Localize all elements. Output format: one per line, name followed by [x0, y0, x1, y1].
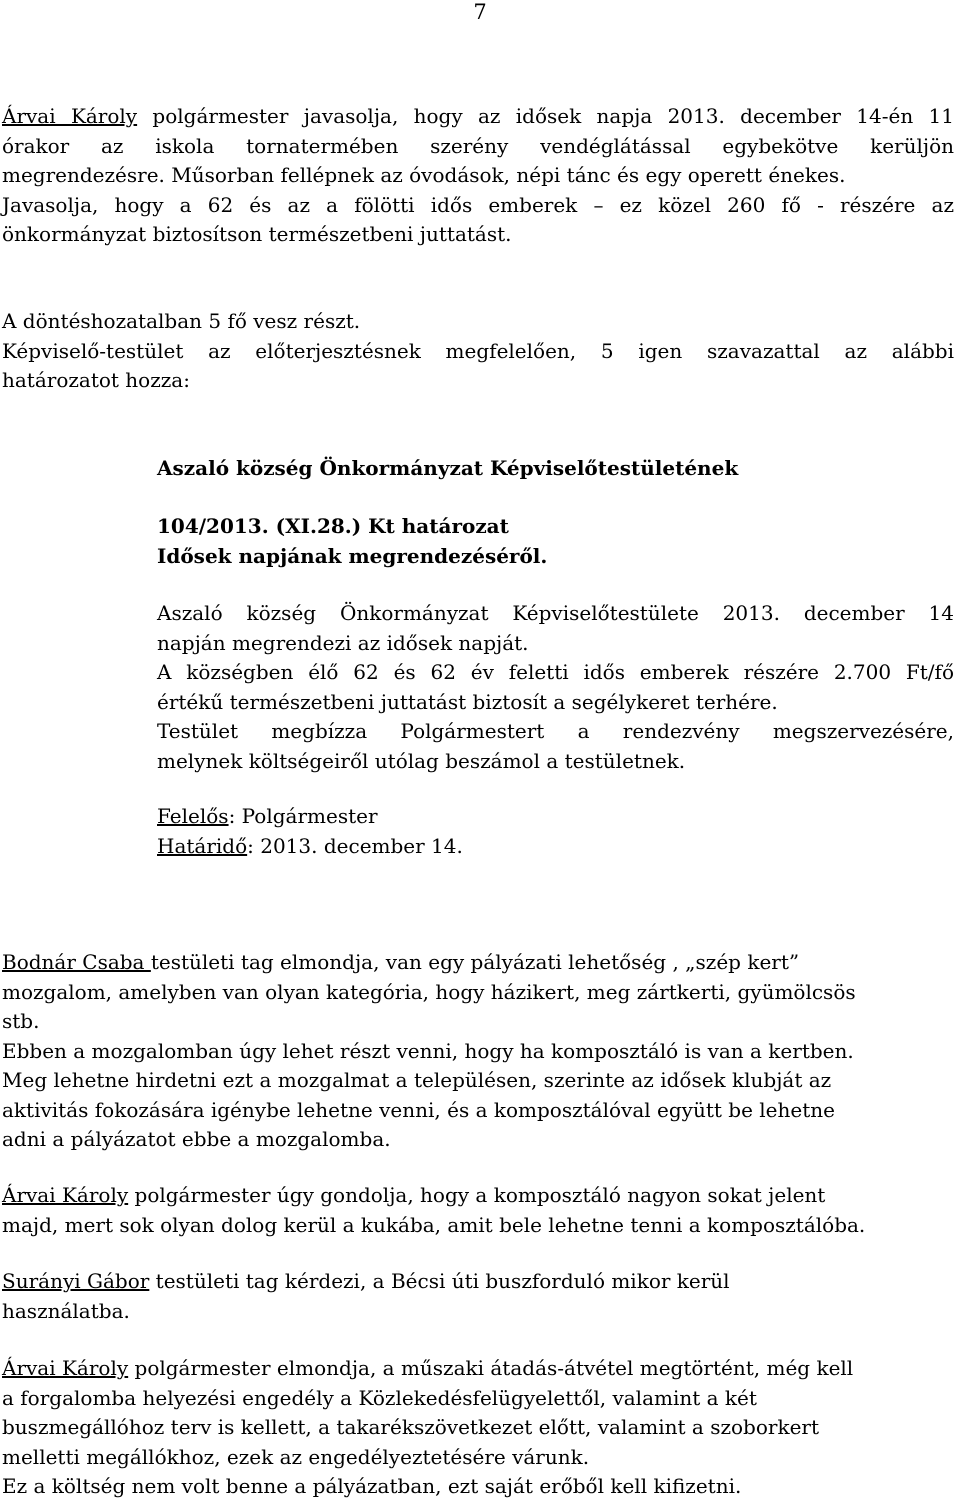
deadline-label: Határidő: [157, 833, 248, 858]
bodnar-line-2: mozgalom, amelyben van olyan kategória, hogy házikert, meg zártkerti, gyümölcsös: [2, 979, 856, 1004]
vote-line-3: határozatot hozza:: [2, 368, 190, 392]
resolution-line-6: melynek költségeiről utólag beszámol a testületnek.: [157, 748, 686, 773]
responsible-value: : Polgármester: [228, 804, 378, 828]
vote-line-2: Képviselő-testület az előterjesztésnek megfelelően, 5 igen szavazattal az alábbi: [2, 338, 954, 363]
intro-line-2: órakor az iskola tornatermében szerény vendéglátással egybekötve kerüljön: [2, 133, 954, 158]
responsible-label: Felelős: [157, 804, 229, 828]
resolution-line-3: A községben élő 62 és 62 év feletti idős emberek részére 2.700 Ft/fő: [157, 660, 954, 684]
responsible-line: [157, 802, 954, 832]
resolution-number: 104/2013. (XI.28.) Kt határozat: [157, 514, 509, 538]
arvai-paragraph-2: [2, 1181, 954, 1240]
speaker-name: Bodnár Csaba: [2, 950, 151, 974]
bodnar-line-7: adni a pályázatot ebbe a mozgalomba.: [2, 1127, 391, 1151]
resolution-line-2: napján megrendezi az idősek napját.: [157, 630, 529, 655]
resolution-line-1: Aszaló község Önkormányzat Képviselőtestülete 2013. december 14: [157, 601, 954, 625]
speaker-name: Árvai Károly: [2, 104, 138, 128]
arvai3-line-2: a forgalomba helyezési engedély a Közlekedésfelügyelettől, valamint a két: [2, 1385, 757, 1410]
arvai2-line-1: Árvai Károly polgármester úgy gondolja, hogy a komposztáló nagyon sokat jelent: [2, 1183, 826, 1207]
bodnar-line-1: Bodnár Csaba testületi tag elmondja, van egy pályázati lehetőség , „szép kert”: [2, 950, 800, 974]
page-number: 7: [473, 0, 487, 24]
resolution-footer: [157, 802, 954, 861]
resolution-subject: Idősek napjának megrendezéséről.: [157, 543, 548, 568]
suranyi-line-2: használatba.: [2, 1298, 130, 1323]
intro-line-4: Javasolja, hogy a 62 és az a fölötti idős emberek – ez közel 260 fő - részére az: [2, 192, 954, 217]
bodnar-line-5: Meg lehetne hirdetni ezt a mozgalmat a településen, szerinte az idősek klubját az: [2, 1068, 832, 1092]
bodnar-paragraph: [2, 948, 954, 1155]
arvai-paragraph-3: [2, 1354, 954, 1502]
arvai3-line-3: buszmegállóhoz terv is kellett, a takarékszövetkezet előtt, valamint a szoborkert: [2, 1415, 820, 1439]
speaker-name: Árvai Károly: [2, 1356, 129, 1380]
resolution-header: [157, 512, 954, 571]
suranyi-line-1: Surányi Gábor testületi tag kérdezi, a Bécsi úti buszforduló mikor kerül: [2, 1269, 730, 1293]
resolution-body-title: Aszaló község Önkormányzat Képviselőtestületének: [157, 456, 739, 480]
vote-line-1: A döntéshozatalban 5 fő vesz részt.: [2, 309, 361, 333]
bodnar-line-3: stb.: [2, 1009, 40, 1033]
arvai3-line-4: melletti megállókhoz, ezek az engedélyeztetésére várunk.: [2, 1444, 590, 1469]
intro-line-1: Árvai Károly polgármester javasolja, hogy az idősek napja 2013. december 14-én 11: [2, 104, 954, 128]
deadline-line: [157, 832, 954, 862]
intro-line-3: megrendezésre. Műsorban fellépnek az óvodások, népi tánc és egy operett énekes.: [2, 163, 846, 187]
suranyi-paragraph: [2, 1267, 954, 1326]
speaker-name: Árvai Károly: [2, 1183, 129, 1207]
resolution-body: [157, 599, 954, 776]
bodnar-line-4: Ebben a mozgalomban úgy lehet részt venni, hogy ha komposztáló is van a kertben.: [2, 1038, 854, 1063]
arvai3-line-5: Ez a költség nem volt benne a pályázatban, ezt saját erőből kell kifizetni.: [2, 1474, 742, 1498]
arvai2-line-2: majd, mert sok olyan dolog kerül a kukába, amit bele lehetne tenni a komposztálóba.: [2, 1212, 866, 1237]
resolution-line-5: Testület megbízza Polgármestert a rendezvény megszervezésére,: [157, 719, 954, 743]
speaker-name: Surányi Gábor: [2, 1269, 150, 1293]
deadline-value: : 2013. december 14.: [247, 833, 463, 858]
vote-paragraph: [2, 307, 954, 396]
bodnar-line-6: aktivitás fokozására igénybe lehetne venni, és a komposztálóval együtt be lehetne: [2, 1097, 835, 1122]
arvai3-line-1: Árvai Károly polgármester elmondja, a műszaki átadás-átvétel megtörtént, még kell: [2, 1356, 854, 1380]
resolution-line-4: értékű természetbeni juttatást biztosít a segélykeret terhére.: [157, 689, 778, 714]
intro-line-5: önkormányzat biztosítson természetbeni juttatást.: [2, 222, 512, 246]
intro-paragraph: [2, 102, 954, 250]
